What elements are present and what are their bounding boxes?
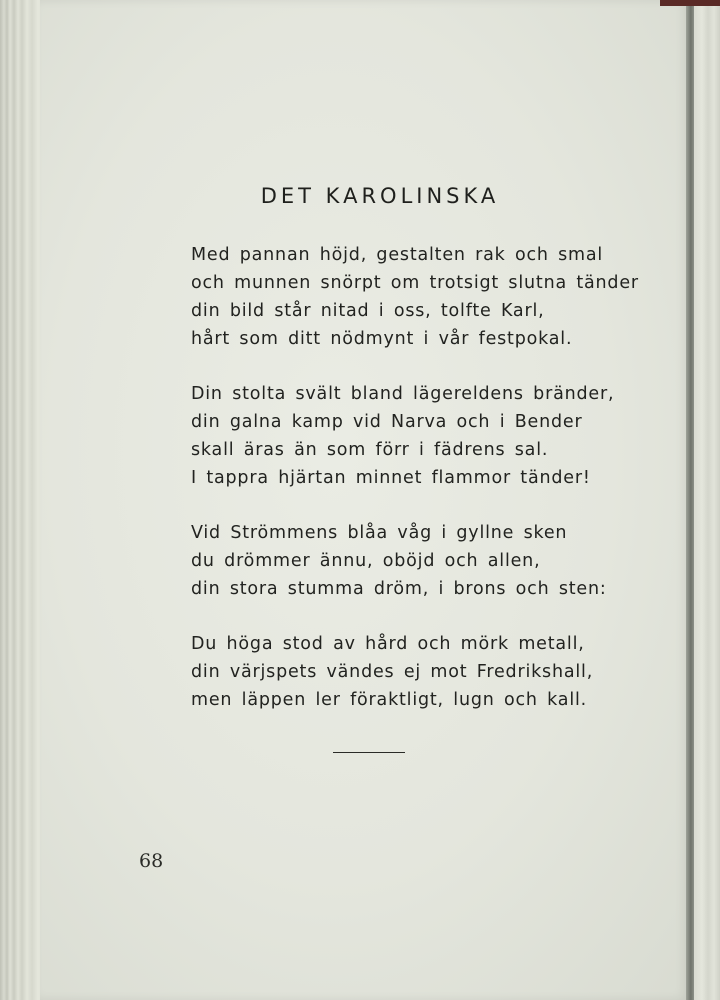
page-edges-left — [0, 0, 44, 1000]
poem-line: din bild står nitad i oss, tolfte Karl, — [191, 301, 545, 321]
poem-line: din stora stumma dröm, i brons och sten: — [191, 579, 607, 599]
poem-line: Du höga stod av hård och mörk metall, — [191, 634, 585, 654]
page-number: 68 — [139, 850, 164, 872]
end-rule-divider — [333, 752, 405, 753]
poem-title: DET KAROLINSKA — [260, 184, 500, 208]
page-edges-right — [694, 0, 720, 1000]
poem-line: du drömmer ännu, oböjd och allen, — [191, 551, 541, 571]
poem-body — [191, 241, 661, 741]
poem-line: hårt som ditt nödmynt i vår festpokal. — [191, 329, 573, 349]
stanza-2 — [191, 380, 661, 492]
poem-line: Vid Strömmens blåa våg i gyllne sken — [191, 523, 568, 543]
stanza-3 — [191, 519, 661, 603]
poem-line: men läppen ler föraktligt, lugn och kall. — [191, 690, 588, 710]
book-cover-corner — [660, 0, 720, 6]
stanza-4 — [191, 630, 661, 714]
poem-line: Med pannan höjd, gestalten rak och smal — [191, 245, 604, 265]
poem-line: skall äras än som förr i fädrens sal. — [191, 440, 549, 460]
poem-line: I tappra hjärtan minnet flammor tänder! — [191, 468, 591, 488]
poem-line: Din stolta svält bland lägereldens bränder, — [191, 384, 615, 404]
stanza-1 — [191, 241, 661, 353]
book-gutter-shadow — [686, 0, 694, 1000]
poem-line: och munnen snörpt om trotsigt slutna tänder — [191, 273, 639, 293]
poem-line: din värjspets vändes ej mot Fredrikshall, — [191, 662, 594, 682]
poem-line: din galna kamp vid Narva och i Bender — [191, 412, 583, 432]
